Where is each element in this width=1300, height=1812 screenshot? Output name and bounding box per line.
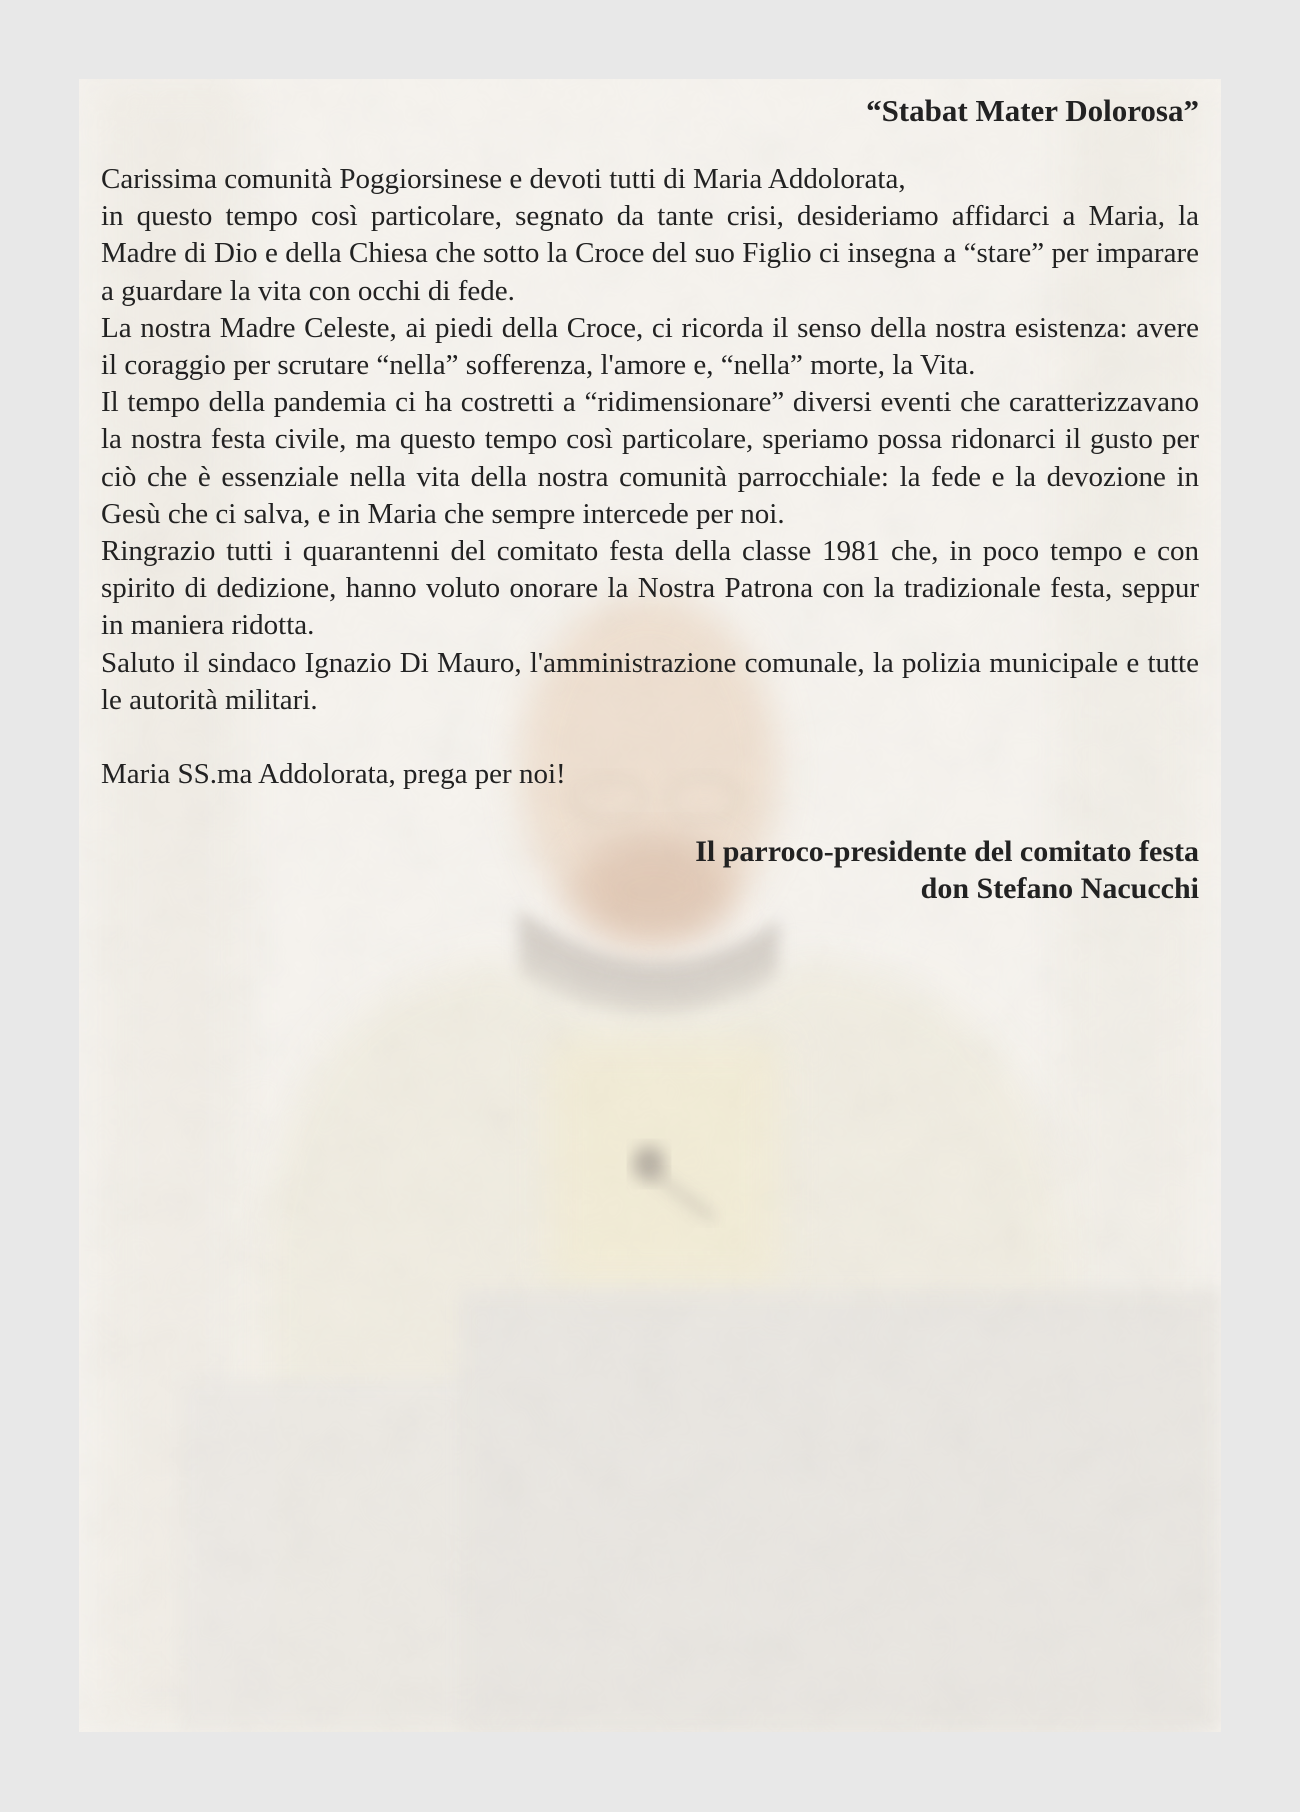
paragraph-madre-celeste: La nostra Madre Celeste, ai piedi della Croce, ci ricorda il senso della nostra esistenza: avere il coraggio per scrutare “nella” sofferenza, l'amore e, “nella” morte, la Vita. [101,311,1199,382]
paragraph-ringraziamento: Ringrazio tutti i quarantenni del comitato festa della classe 1981 che, in poco tempo e con spirito di dedizione, hanno voluto onorare la Nostra Patrona con la tradizionale festa, seppur in maniera ridotta. [101,535,1199,642]
document-page [79,79,1221,1732]
letter-content [79,79,1221,907]
letter-title: “Stabat Mater Dolorosa” [866,93,1199,128]
closing-prayer: Maria SS.ma Addolorata, prega per noi! [101,758,566,791]
paragraph-saluto: Saluto il sindaco Ignazio Di Mauro, l'amministrazione comunale, la polizia municipale e tutte le autorità militari. [101,646,1199,716]
signature-role: Il parroco-presidente del comitato festa [695,835,1199,869]
signature-block [101,833,1199,907]
signature-name: don Stefano Nacucchi [920,872,1199,906]
paragraph-intro: in questo tempo così particolare, segnato da tante crisi, desideriamo affidarci a Maria, la Madre di Dio e della Chiesa che sotto la Croce del suo Figlio ci insegna a “stare” per imparare a guardare la vita con occhi di fede. [101,200,1199,307]
paragraph-pandemia: Il tempo della pandemia ci ha costretti a “ridimensionare” diversi eventi che caratterizzavano la nostra festa civile, ma questo tempo così particolare, speriamo possa ridonarci il gusto per ciò che è essenziale nella vita della nostra comunità parrocchiale: la fede e la devozione in Gesù che ci salva, e in Maria che sempre intercede per noi. [101,386,1199,530]
spacer [101,719,1199,756]
salutation: Carissima comunità Poggiorsinese e devoti tutti di Maria Addolorata, [101,163,906,195]
